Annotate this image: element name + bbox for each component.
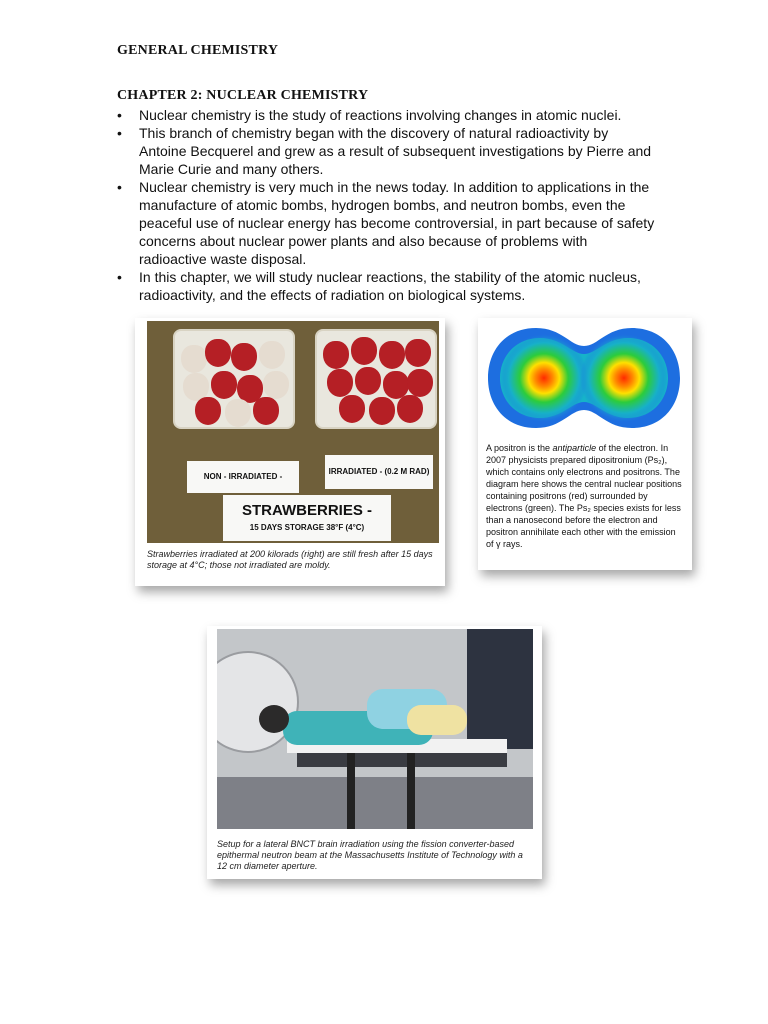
caption-part: A positron is the xyxy=(486,443,553,453)
document-header: GENERAL CHEMISTRY xyxy=(117,43,279,58)
sign-title: STRAWBERRIES - xyxy=(241,502,372,519)
bullet-list xyxy=(117,106,657,304)
chapter-title: CHAPTER 2: NUCLEAR CHEMISTRY xyxy=(117,88,369,103)
bullet-item: • This branch of chemistry began with the discovery of natural radioactivity by Antoine Becquerel and grew as a result of subsequent investigations by Pierre and Marie Curie and many others. xyxy=(117,124,657,178)
strawberries-caption: Strawberries irradiated at 200 kilorads (right) are still fresh after 15 days storage at 4°C; those not irradiated are moldy. xyxy=(147,549,433,570)
bullet-item: • Nuclear chemistry is very much in the news today. In addition to applications in the manufacture of atomic bombs, hydrogen bombs, and neutron bombs, even the peaceful use of nuclear energy has become controversial, in part because of safety concerns about nuclear power plants and also because of problems with radioactive waste disposal. xyxy=(117,178,657,268)
non-irradiated-label: NON - IRRADIATED - xyxy=(187,461,299,493)
strawberries-photo xyxy=(147,321,439,543)
strawberries-sign xyxy=(223,495,391,541)
caption-emphasis: antiparticle xyxy=(552,443,597,453)
bnct-photo xyxy=(217,629,533,829)
sign-subtitle: 15 DAYS STORAGE 38°F (4°C) xyxy=(249,523,365,532)
positronium-figure xyxy=(478,318,692,570)
non-irradiated-basket xyxy=(173,329,295,429)
bnct-caption: Setup for a lateral BNCT brain irradiation using the fission converter-based epithermal neutron beam at the Massachusetts Institute of Technology with a 12 cm diameter aperture. xyxy=(217,839,523,871)
strawberries-figure xyxy=(135,318,445,586)
bnct-figure xyxy=(207,626,542,879)
irradiated-label: IRRADIATED - (0.2 M RAD) xyxy=(325,455,433,489)
bullet-item: • Nuclear chemistry is the study of reactions involving changes in atomic nuclei. xyxy=(117,106,657,124)
caption-part: of the electron. In 2007 physicists prepared dipositronium (Ps₂), which contains only electrons and positrons. The diagram here shows the central nuclear positions containing positrons (red) surrounded by electrons (green). The Ps₂ species exists for less than a nanosecond before the electron and positron annihilate each other with the emission of γ rays. xyxy=(486,443,682,549)
positronium-caption xyxy=(486,442,684,550)
dipositronium-diagram xyxy=(484,322,684,434)
bullet-item: • In this chapter, we will study nuclear reactions, the stability of the atomic nucleus, radioactivity, and the effects of radiation on biological systems. xyxy=(117,268,657,304)
irradiated-basket xyxy=(315,329,437,429)
